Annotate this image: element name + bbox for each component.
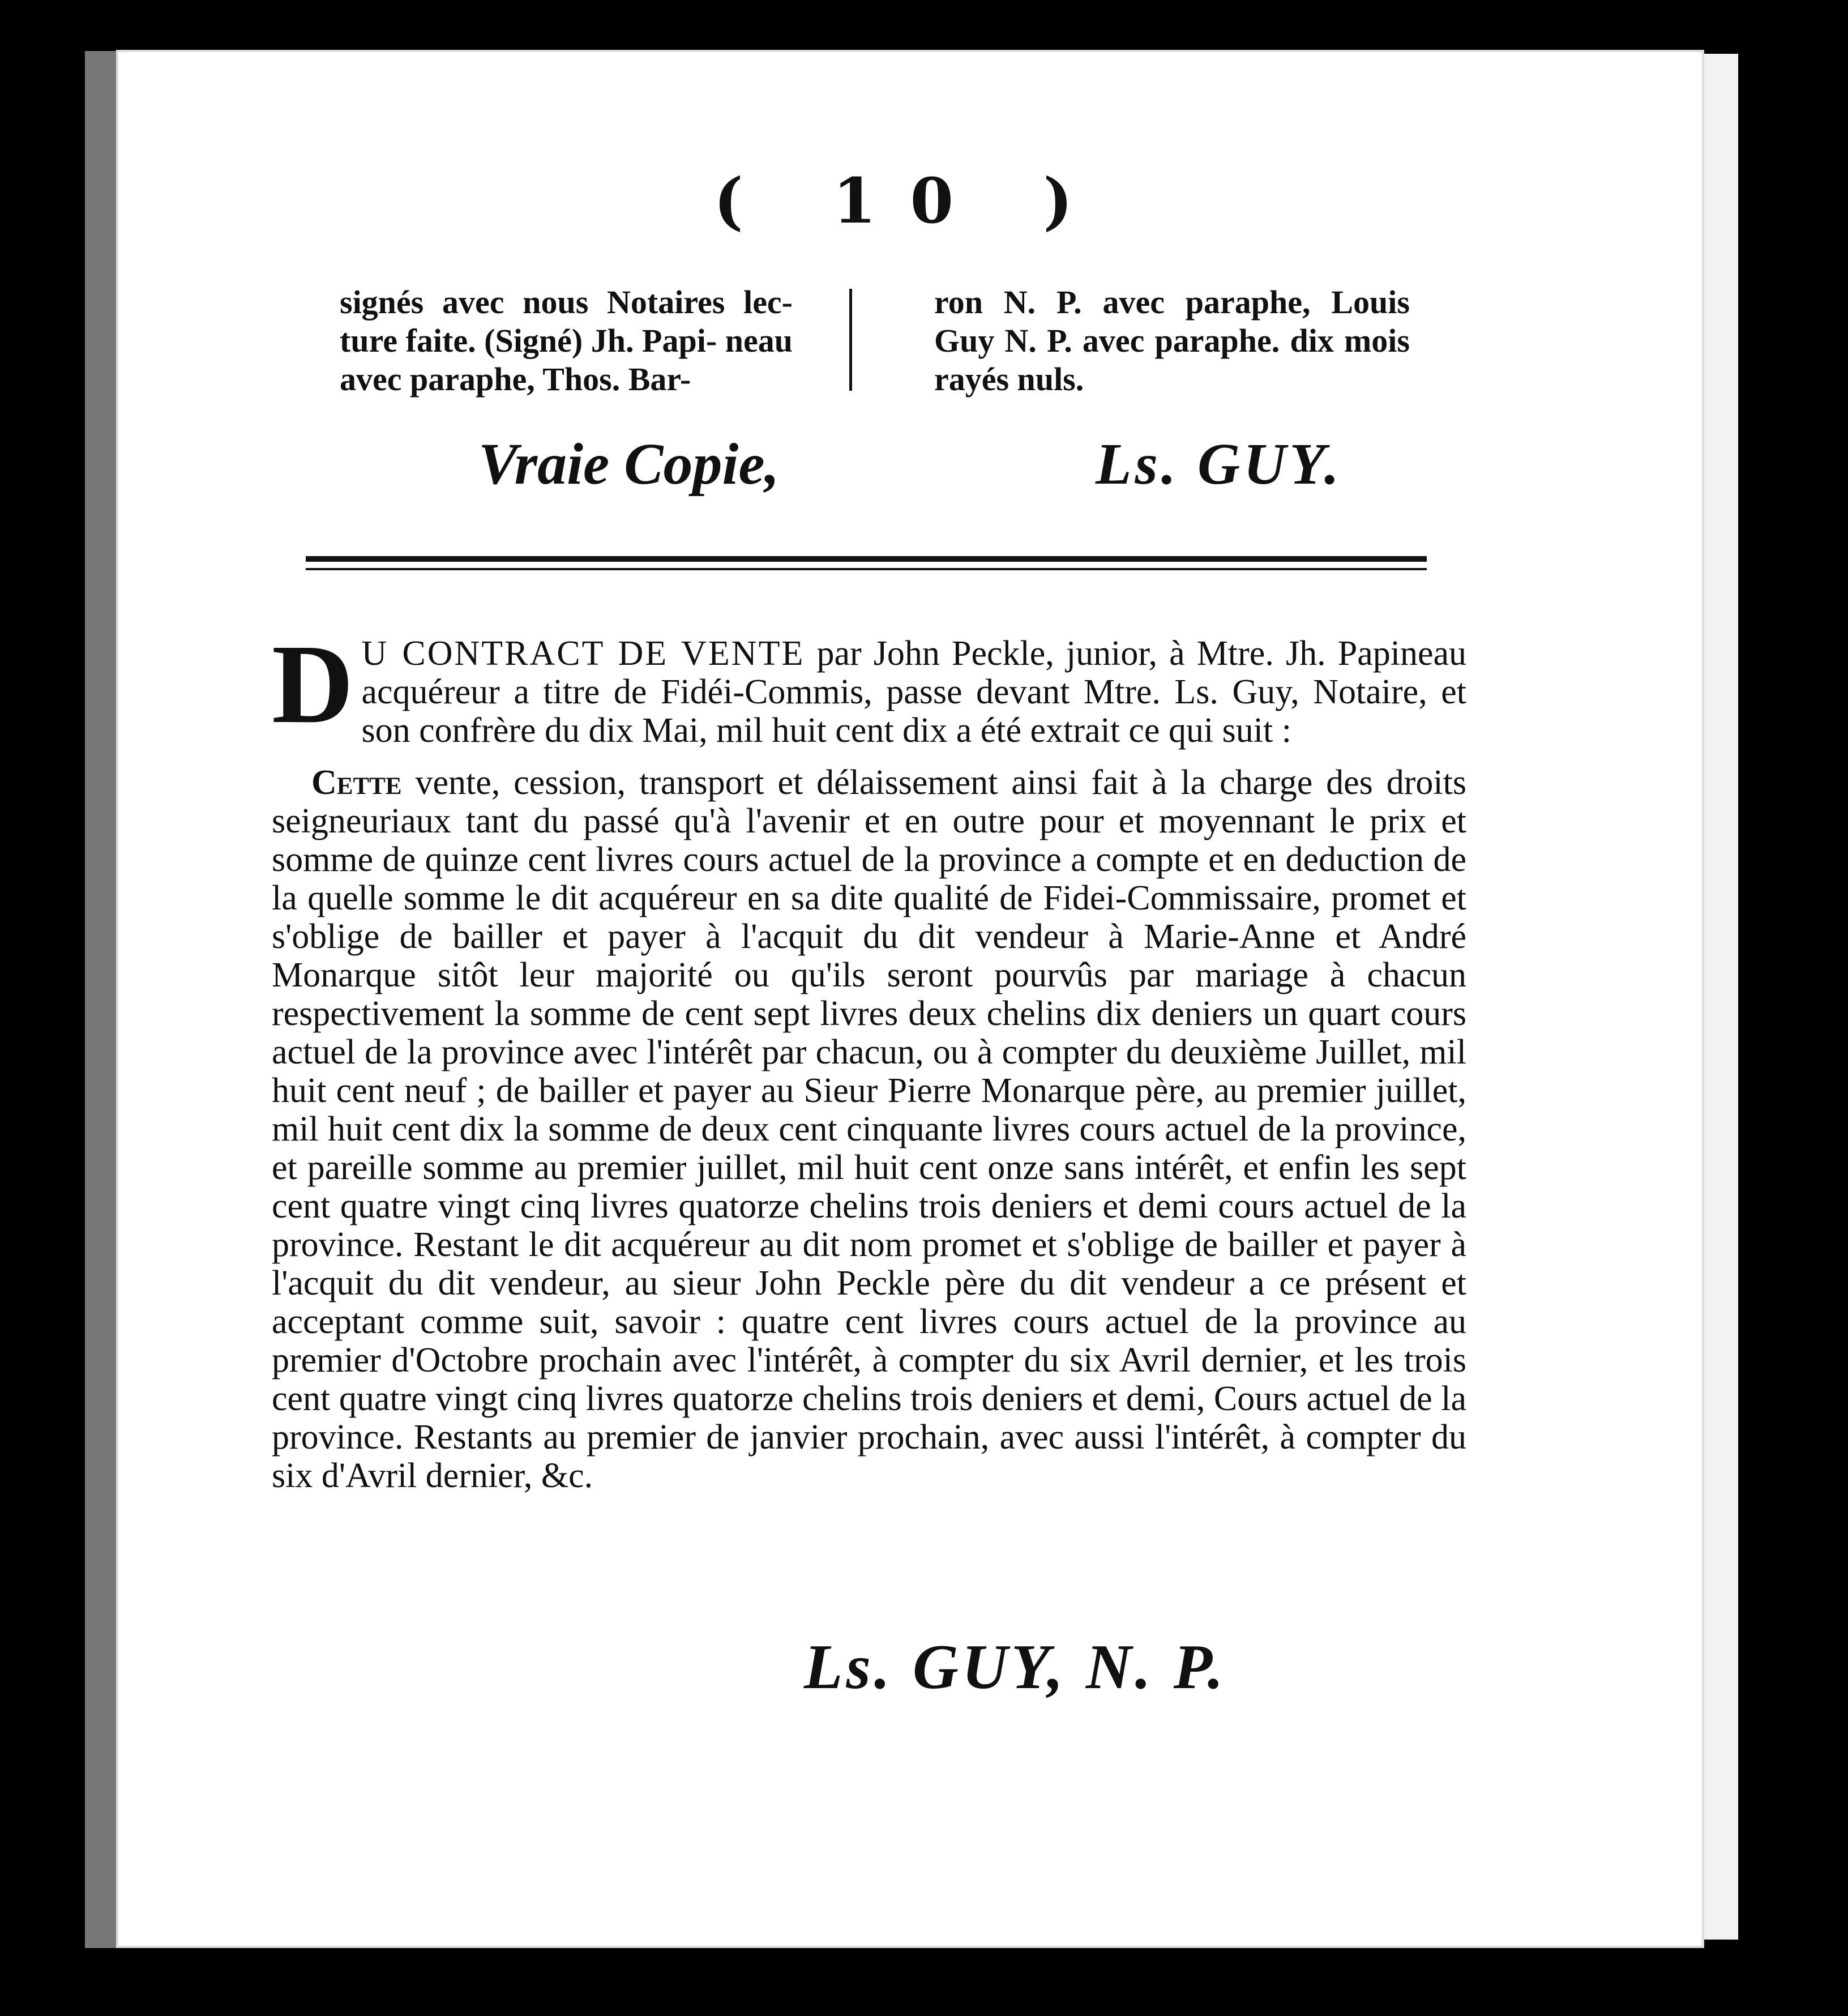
page-edge — [1704, 54, 1738, 1940]
contract-paragraph — [272, 763, 1466, 1495]
right-column-text: ron N. P. avec paraphe, Louis Guy N. P. avec paraphe. dix mois rayés nuls. — [934, 284, 1410, 398]
certification-line — [116, 430, 1704, 515]
thick-divider-rule — [306, 556, 1427, 562]
paragraph-lead: Cette — [311, 763, 402, 802]
intro-caps: U CONTRACT DE VENTE — [361, 634, 805, 673]
two-column-block — [340, 283, 1415, 402]
true-copy-label: Vraie Copie, — [478, 432, 780, 497]
contract-extract — [272, 622, 1466, 1495]
intro-paragraph — [272, 622, 1466, 750]
book-binding-edge — [85, 51, 116, 1948]
page-number: ( 10 ) — [713, 164, 1107, 237]
intro-text: par John Peckle, junior, à Mtre. Jh. Papineau acquéreur a titre de Fidéi-Commis, passe devant Mtre. Ls. Guy, Notaire, et son confrère du dix Mai, mil huit cent dix a été extrait ce qui suit : — [361, 634, 1466, 750]
notary-signature: Ls. GUY. — [1096, 432, 1343, 497]
left-column-text: signés avec nous Notaires lec- ture faite. (Signé) Jh. Papi- neau avec paraphe, Thos. Bar- — [340, 284, 793, 398]
thin-divider-rule — [306, 568, 1427, 570]
column-divider — [849, 289, 852, 391]
paragraph-text: vente, cession, transport et délaissement ainsi fait à la charge des droits seigneuriaux tant du passé qu'à l'avenir et en outre pour et moyennant le prix et somme de quinze cent livres cours actuel de la province a compte et en deduction de la quelle somme le dit acquéreur en sa dite qualité de Fidei-Commissaire, promet et s'oblige de bailler et payer à l'acquit du dit vendeur à Marie-Anne et André Monarque sitôt leur majorité ou qu'ils seront pourvûs par mariage à chacun respectivement la somme de cent sept livres deux chelins dix deniers un quart cours actuel de la province avec l'intérêt par chacun, ou à compter du deuxième Juillet, mil huit cent neuf ; de bailler et payer au Sieur Pierre Monarque père, au premier juillet, mil huit cent dix la somme de deux cent cinquante livres cours actuel de la province, et pareille somme au premier juillet, mil huit cent onze sans intérêt, et enfin les sept cent quatre vingt cinq livres quatorze chelins trois deniers et demi cours actuel de la province. Restant le dit acquéreur au dit nom promet et s'oblige de bailler et payer à l'acquit du dit vendeur, au sieur John Peckle père du dit vendeur a ce présent et acceptant comme suit, savoir : quatre cent livres cours actuel de la province au premier d'Octobre prochain avec l'intérêt, à compter du six Avril dernier, et les trois cent quatre vingt cinq livres quatorze chelins trois deniers et demi, Cours actuel de la province. Restants au premier de janvier prochain, avec aussi l'intérêt, à compter du six d'Avril dernier, &c. — [272, 763, 1466, 1495]
drop-cap: D — [272, 622, 354, 747]
final-signature: Ls. GUY, N. P. — [804, 1632, 1227, 1702]
